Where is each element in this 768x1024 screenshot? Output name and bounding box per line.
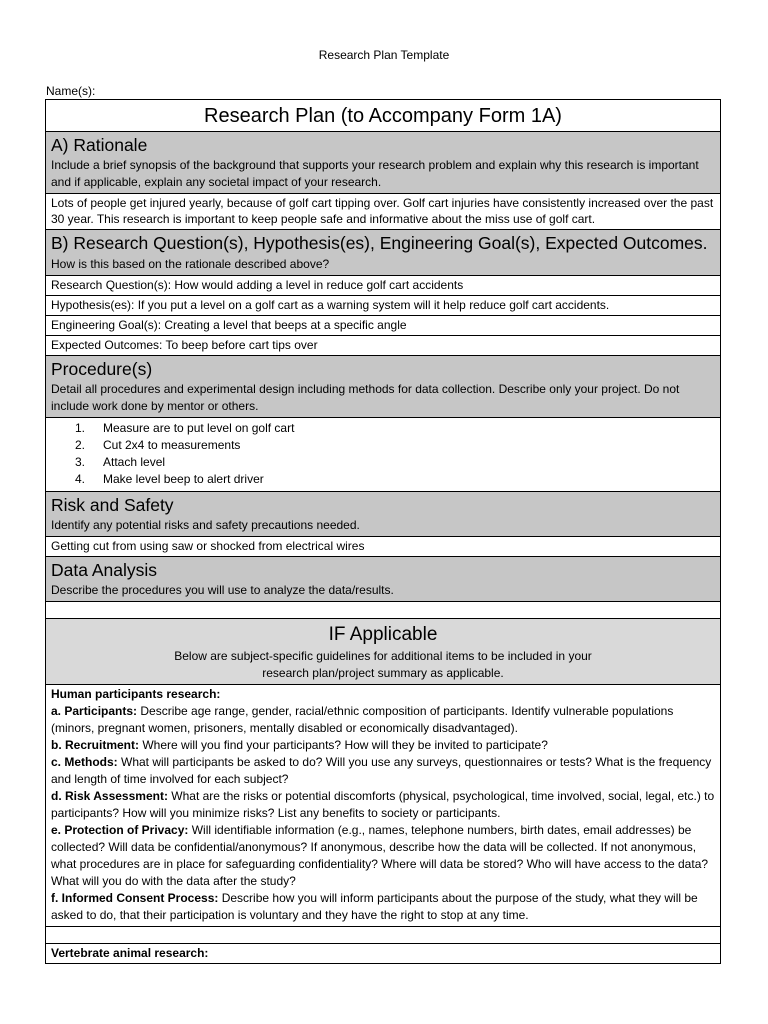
expected-outcomes-field[interactable]: Expected Outcomes: To beep before cart tips over (46, 336, 720, 356)
research-question-field[interactable]: Research Question(s): How would adding a level in reduce golf cart accidents (46, 276, 720, 296)
analysis-description: Describe the procedures you will use to analyze the data/results. (51, 583, 394, 597)
research-plan-table (45, 99, 721, 964)
plan-title: Research Plan (to Accompany Form 1A) (46, 100, 720, 132)
questions-header (46, 230, 720, 276)
engineering-goal-field[interactable]: Engineering Goal(s): Creating a level that beeps at a specific angle (46, 316, 720, 336)
document-title: Research Plan Template (318, 48, 450, 62)
risk-description: Identify any potential risks and safety precautions needed. (51, 518, 360, 532)
procedure-heading: Procedure(s) (51, 359, 153, 379)
risk-heading: Risk and Safety (51, 495, 174, 515)
hypothesis-field[interactable]: Hypothesis(es): If you put a level on a golf cart as a warning system will it help reduce golf cart accidents. (46, 296, 720, 316)
risk-header (46, 492, 720, 537)
rationale-heading: A) Rationale (51, 135, 148, 155)
names-label: Name(s): (46, 84, 96, 98)
procedure-description: Detail all procedures and experimental design including methods for data collection. Describe only your project. Do not include work done by mentor or others. (51, 382, 680, 413)
guideline-item: a. Participants: Describe age range, gender, racial/ethnic composition of participants. Identify vulnerable populations (minors, pregnant women, prisoners, mentally disabled or economically disadvantaged). (51, 704, 674, 735)
vertebrate-section (46, 944, 720, 963)
if-applicable-header (46, 619, 720, 685)
questions-heading: B) Research Question(s), Hypothesis(es), Engineering Goal(s), Expected Outcomes. (51, 233, 708, 253)
questions-description: How is this based on the rationale described above? (51, 257, 330, 271)
guideline-item: d. Risk Assessment: What are the risks or potential discomforts (physical, psychological, time involved, social, legal, etc.) to participants? How will you minimize risks? List any benefits to society or participants. (51, 789, 715, 820)
analysis-header (46, 557, 720, 602)
procedure-step: 2. Cut 2x4 to measurements (75, 438, 241, 452)
analysis-heading: Data Analysis (51, 560, 158, 580)
if-applicable-heading: IF Applicable (328, 624, 438, 645)
vertebrate-heading: Vertebrate animal research: (51, 946, 209, 960)
analysis-answer[interactable] (46, 602, 720, 619)
procedure-answer[interactable] (46, 418, 720, 492)
procedure-steps (51, 419, 715, 489)
rationale-header (46, 132, 720, 194)
procedure-step: 4. Make level beep to alert driver (75, 472, 264, 486)
guideline-item: c. Methods: What will participants be asked to do? Will you use any surveys, questionnaires or tests? What is the frequency and length of time involved for each subject? (51, 755, 712, 786)
human-participants-section (46, 685, 720, 927)
if-applicable-description: Below are subject-specific guidelines for additional items to be included in your research plan/project summary as applicable. (174, 649, 592, 680)
human-participants-heading: Human participants research: (51, 687, 221, 701)
risk-answer[interactable]: Getting cut from using saw or shocked from electrical wires (46, 537, 720, 557)
rationale-answer[interactable]: Lots of people get injured yearly, because of golf cart tipping over. Golf cart injuries have consistently increased over the past 30 year. This research is important to keep people safe and informative about the miss use of golf cart. (46, 194, 720, 230)
procedure-step: 1. Measure are to put level on golf cart (75, 421, 295, 435)
guideline-item: e. Protection of Privacy: Will identifiable information (e.g., names, telephone numbers, birth dates, email addresses) be collected? Will data be confidential/anonymous? If anonymous, describe how the data will be collected. If not anonymous, what procedures are in place for safeguarding confidentiality? Where will data be stored? Who will have access to the data? What will you do with the data after the study? (51, 823, 709, 888)
procedure-header (46, 356, 720, 418)
procedure-step: 3. Attach level (75, 455, 166, 469)
guideline-item: b. Recruitment: Where will you find your participants? How will they be invited to participate? (51, 738, 548, 752)
human-participants-answer[interactable] (46, 927, 720, 944)
guideline-item: f. Informed Consent Process: Describe how you will inform participants about the purpose of the study, what they will be asked to do, that their participation is voluntary and they have the right to stop at any time. (51, 891, 698, 922)
rationale-description: Include a brief synopsis of the background that supports your research problem and explain why this research is important and if applicable, explain any societal impact of your research. (51, 158, 699, 189)
